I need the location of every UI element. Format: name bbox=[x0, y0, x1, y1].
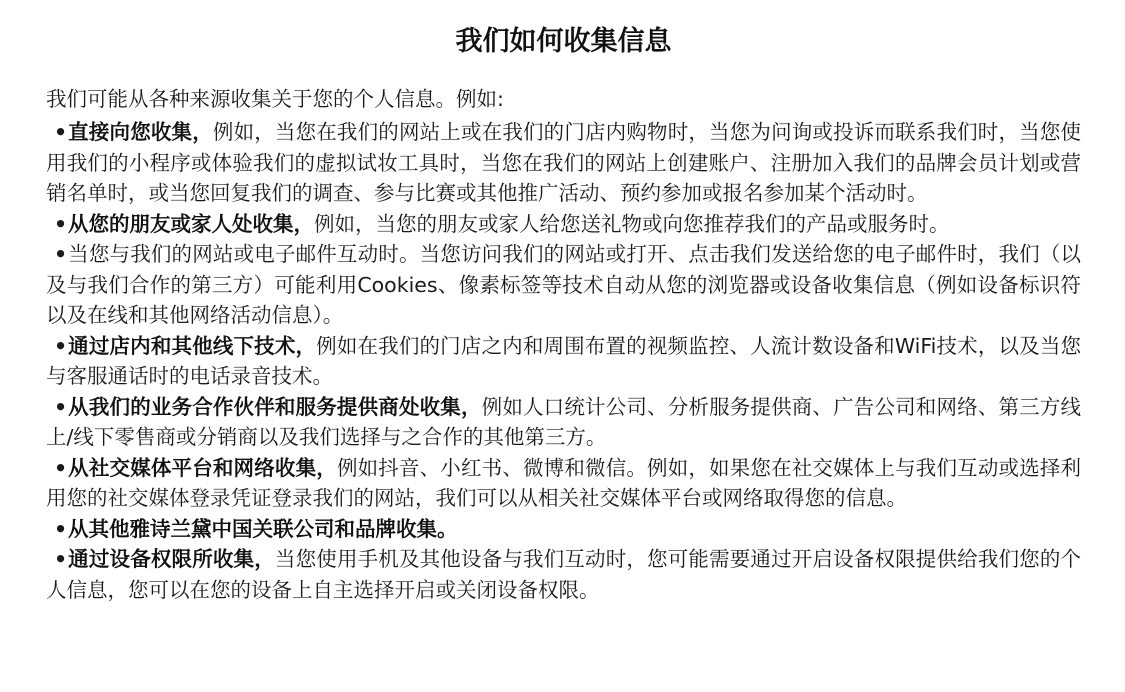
list-item-lead: 从其他雅诗兰黛中国关联公司和品牌收集。 bbox=[68, 516, 458, 541]
page-title: 我们如何收集信息 bbox=[455, 26, 672, 57]
list-item bbox=[46, 117, 1081, 209]
list-item-text: 例如抖音、小红书、微博和微信。例如，如果您在社交媒体上与我们互动或选择利用您的社交媒体登录凭证登录我们的网站，我们可以从相关社交媒体平台或网络取得您的信息。 bbox=[46, 455, 1082, 510]
list-item bbox=[46, 514, 1081, 545]
list-item-text: 例如，当您的朋友或家人给您送礼物或向您推荐我们的产品或服务时。 bbox=[314, 211, 950, 236]
list-item-lead: 通过店内和其他线下技术， bbox=[68, 333, 317, 358]
list-item-lead: 通过设备权限所收集， bbox=[68, 547, 275, 571]
collection-sources-list bbox=[46, 117, 1081, 605]
bullet-icon: • bbox=[54, 120, 68, 144]
bullet-icon: • bbox=[54, 242, 68, 266]
list-item-text: 例如人口统计公司、分析服务提供商、广告公司和网络、第三方线上/线下零售商或分销商以及我们选择与之合作的其他第三方。 bbox=[46, 394, 1082, 449]
bullet-icon: • bbox=[54, 547, 68, 571]
list-item-lead: 从您的朋友或家人处收集， bbox=[68, 211, 314, 236]
bullet-icon: • bbox=[54, 455, 68, 480]
bullet-icon: • bbox=[54, 394, 68, 419]
list-item-lead: 从我们的业务合作伙伴和服务提供商处收集， bbox=[68, 394, 482, 419]
list-item-lead: 直接向您收集， bbox=[68, 120, 213, 144]
list-item bbox=[46, 331, 1081, 392]
bullet-icon: • bbox=[54, 333, 68, 358]
list-item bbox=[46, 239, 1081, 331]
list-item bbox=[46, 453, 1081, 514]
list-item bbox=[46, 392, 1081, 453]
bullet-icon: • bbox=[54, 211, 68, 236]
list-item-text: 例如，当您在我们的网站上或在我们的门店内购物时，当您为问询或投诉而联系我们时，当您使用我们的小程序或体验我们的虚拟试妆工具时，当您在我们的网站上创建账户、注册加入我们的品牌会员计划或营销名单时，或当您回复我们的调查、参与比赛或其他推广活动、预约参加或报名参加某个活动时。 bbox=[46, 120, 1082, 205]
intro-paragraph: 我们可能从各种来源收集关于您的个人信息。例如: bbox=[46, 87, 504, 111]
list-item-text: 当您使用手机及其他设备与我们互动时，您可能需要通过开启设备权限提供给我们您的个人信息，您可以在您的设备上自主选择开启或关闭设备权限。 bbox=[46, 547, 1082, 602]
bullet-icon: • bbox=[54, 516, 68, 541]
list-item-text: 例如在我们的门店之内和周围布置的视频监控、人流计数设备和WiFi技术，以及当您与客服通话时的电话录音技术。 bbox=[46, 333, 1082, 388]
list-item bbox=[46, 209, 1081, 240]
list-item-lead: 从社交媒体平台和网络收集， bbox=[68, 455, 337, 480]
list-item bbox=[46, 544, 1081, 605]
list-item-text: 当您与我们的网站或电子邮件互动时。当您访问我们的网站或打开、点击我们发送给您的电子邮件时，我们（以及与我们合作的第三方）可能利用Cookies、像素标签等技术自动从您的浏览器或设备收集信息（例如设备标识符以及在线和其他网络活动信息）。 bbox=[46, 242, 1081, 327]
